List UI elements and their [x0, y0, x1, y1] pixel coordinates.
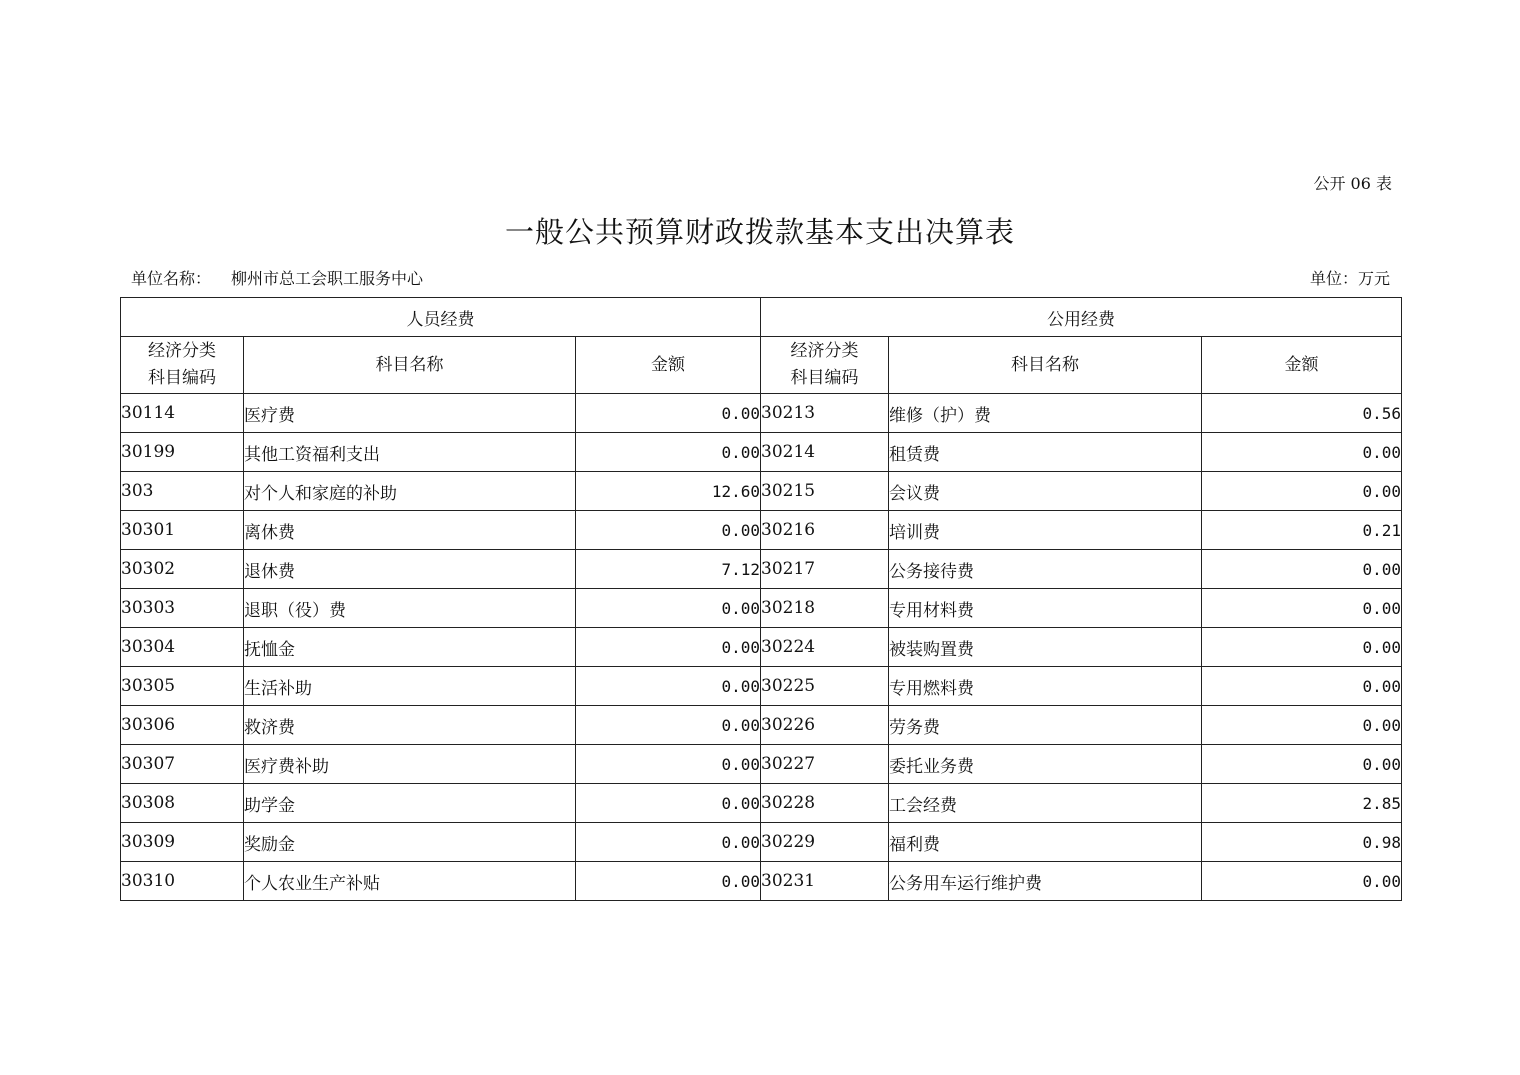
left-amount-cell: 0.00 [576, 433, 761, 472]
col-name-header-right: 科目名称 [889, 337, 1202, 394]
left-code-cell: 30308 [121, 784, 244, 823]
col-code-line2: 科目编码 [148, 368, 216, 388]
left-code-cell: 30114 [121, 394, 244, 433]
right-amount-cell: 2.85 [1202, 784, 1402, 823]
table-row [121, 706, 1402, 745]
right-amount-cell: 0.00 [1202, 472, 1402, 511]
left-name-cell: 抚恤金 [244, 628, 576, 667]
right-name-cell: 工会经费 [889, 784, 1202, 823]
right-code-cell: 30217 [761, 550, 889, 589]
right-amount-cell: 0.00 [1202, 433, 1402, 472]
col-code-line1: 经济分类 [790, 341, 859, 361]
table-row [121, 472, 1402, 511]
col-amount-header-right: 金额 [1202, 337, 1402, 394]
col-name-header-left: 科目名称 [244, 337, 576, 394]
table-row [121, 784, 1402, 823]
group-personnel-header: 人员经费 [121, 298, 761, 337]
group-header-row [121, 298, 1402, 337]
expenditure-table [120, 297, 1402, 901]
right-name-cell: 会议费 [889, 472, 1202, 511]
right-name-cell: 租赁费 [889, 433, 1202, 472]
left-code-cell: 30304 [121, 628, 244, 667]
table-row [121, 394, 1402, 433]
right-name-cell: 维修（护）费 [889, 394, 1202, 433]
table-row [121, 862, 1402, 901]
right-name-cell: 劳务费 [889, 706, 1202, 745]
table-row [121, 823, 1402, 862]
left-code-cell: 30310 [121, 862, 244, 901]
right-code-cell: 30231 [761, 862, 889, 901]
right-name-cell: 福利费 [889, 823, 1202, 862]
right-amount-cell: 0.00 [1202, 550, 1402, 589]
left-amount-cell: 0.00 [576, 511, 761, 550]
unit-name: 柳州市总工会职工服务中心 [231, 269, 424, 288]
left-amount-cell: 0.00 [576, 784, 761, 823]
left-name-cell: 离休费 [244, 511, 576, 550]
left-amount-cell: 12.60 [576, 472, 761, 511]
right-name-cell: 被装购置费 [889, 628, 1202, 667]
group-public-header: 公用经费 [761, 298, 1402, 337]
page-title: 一般公共预算财政拨款基本支出决算表 [504, 215, 1015, 249]
left-name-cell: 退职（役）费 [244, 589, 576, 628]
left-amount-cell: 0.00 [576, 862, 761, 901]
right-code-cell: 30218 [761, 589, 889, 628]
left-amount-cell: 0.00 [576, 706, 761, 745]
right-amount-cell: 0.00 [1202, 706, 1402, 745]
right-amount-cell: 0.00 [1202, 628, 1402, 667]
left-name-cell: 奖励金 [244, 823, 576, 862]
unit-name-label: 单位名称： [131, 269, 212, 288]
right-code-cell: 30226 [761, 706, 889, 745]
right-name-cell: 专用燃料费 [889, 667, 1202, 706]
col-code-header-right [761, 337, 889, 394]
unit-name-line [131, 266, 423, 289]
table-row [121, 628, 1402, 667]
table-row [121, 550, 1402, 589]
currency-unit: 单位：万元 [1309, 269, 1390, 288]
col-amount-header-left: 金额 [576, 337, 761, 394]
right-code-cell: 30214 [761, 433, 889, 472]
left-code-cell: 30307 [121, 745, 244, 784]
left-amount-cell: 0.00 [576, 628, 761, 667]
table-row [121, 589, 1402, 628]
table-row [121, 433, 1402, 472]
right-code-cell: 30216 [761, 511, 889, 550]
left-amount-cell: 0.00 [576, 589, 761, 628]
table-row [121, 667, 1402, 706]
left-amount-cell: 0.00 [576, 667, 761, 706]
left-name-cell: 救济费 [244, 706, 576, 745]
left-name-cell: 医疗费 [244, 394, 576, 433]
right-code-cell: 30227 [761, 745, 889, 784]
right-code-cell: 30225 [761, 667, 889, 706]
left-amount-cell: 0.00 [576, 823, 761, 862]
left-name-cell: 个人农业生产补贴 [244, 862, 576, 901]
col-code-header-left [121, 337, 244, 394]
left-code-cell: 30306 [121, 706, 244, 745]
left-code-cell: 30199 [121, 433, 244, 472]
table-row [121, 745, 1402, 784]
left-name-cell: 生活补助 [244, 667, 576, 706]
right-amount-cell: 0.00 [1202, 667, 1402, 706]
left-name-cell: 助学金 [244, 784, 576, 823]
left-code-cell: 303 [121, 472, 244, 511]
right-code-cell: 30228 [761, 784, 889, 823]
col-code-line2: 科目编码 [790, 368, 859, 388]
left-code-cell: 30303 [121, 589, 244, 628]
right-code-cell: 30224 [761, 628, 889, 667]
left-code-cell: 30301 [121, 511, 244, 550]
left-amount-cell: 0.00 [576, 394, 761, 433]
right-amount-cell: 0.21 [1202, 511, 1402, 550]
left-code-cell: 30305 [121, 667, 244, 706]
right-name-cell: 培训费 [889, 511, 1202, 550]
right-amount-cell: 0.00 [1202, 862, 1402, 901]
right-code-cell: 30213 [761, 394, 889, 433]
right-name-cell: 公务接待费 [889, 550, 1202, 589]
right-amount-cell: 0.00 [1202, 745, 1402, 784]
right-amount-cell: 0.56 [1202, 394, 1402, 433]
left-name-cell: 对个人和家庭的补助 [244, 472, 576, 511]
right-amount-cell: 0.00 [1202, 589, 1402, 628]
left-name-cell: 其他工资福利支出 [244, 433, 576, 472]
left-amount-cell: 7.12 [576, 550, 761, 589]
right-name-cell: 委托业务费 [889, 745, 1202, 784]
left-name-cell: 医疗费补助 [244, 745, 576, 784]
form-code: 公开 06 表 [1313, 174, 1392, 193]
right-code-cell: 30229 [761, 823, 889, 862]
table-row [121, 511, 1402, 550]
right-name-cell: 专用材料费 [889, 589, 1202, 628]
right-amount-cell: 0.98 [1202, 823, 1402, 862]
left-amount-cell: 0.00 [576, 745, 761, 784]
right-name-cell: 公务用车运行维护费 [889, 862, 1202, 901]
left-code-cell: 30302 [121, 550, 244, 589]
left-name-cell: 退休费 [244, 550, 576, 589]
right-code-cell: 30215 [761, 472, 889, 511]
column-header-row [121, 337, 1402, 394]
left-code-cell: 30309 [121, 823, 244, 862]
col-code-line1: 经济分类 [148, 341, 216, 361]
